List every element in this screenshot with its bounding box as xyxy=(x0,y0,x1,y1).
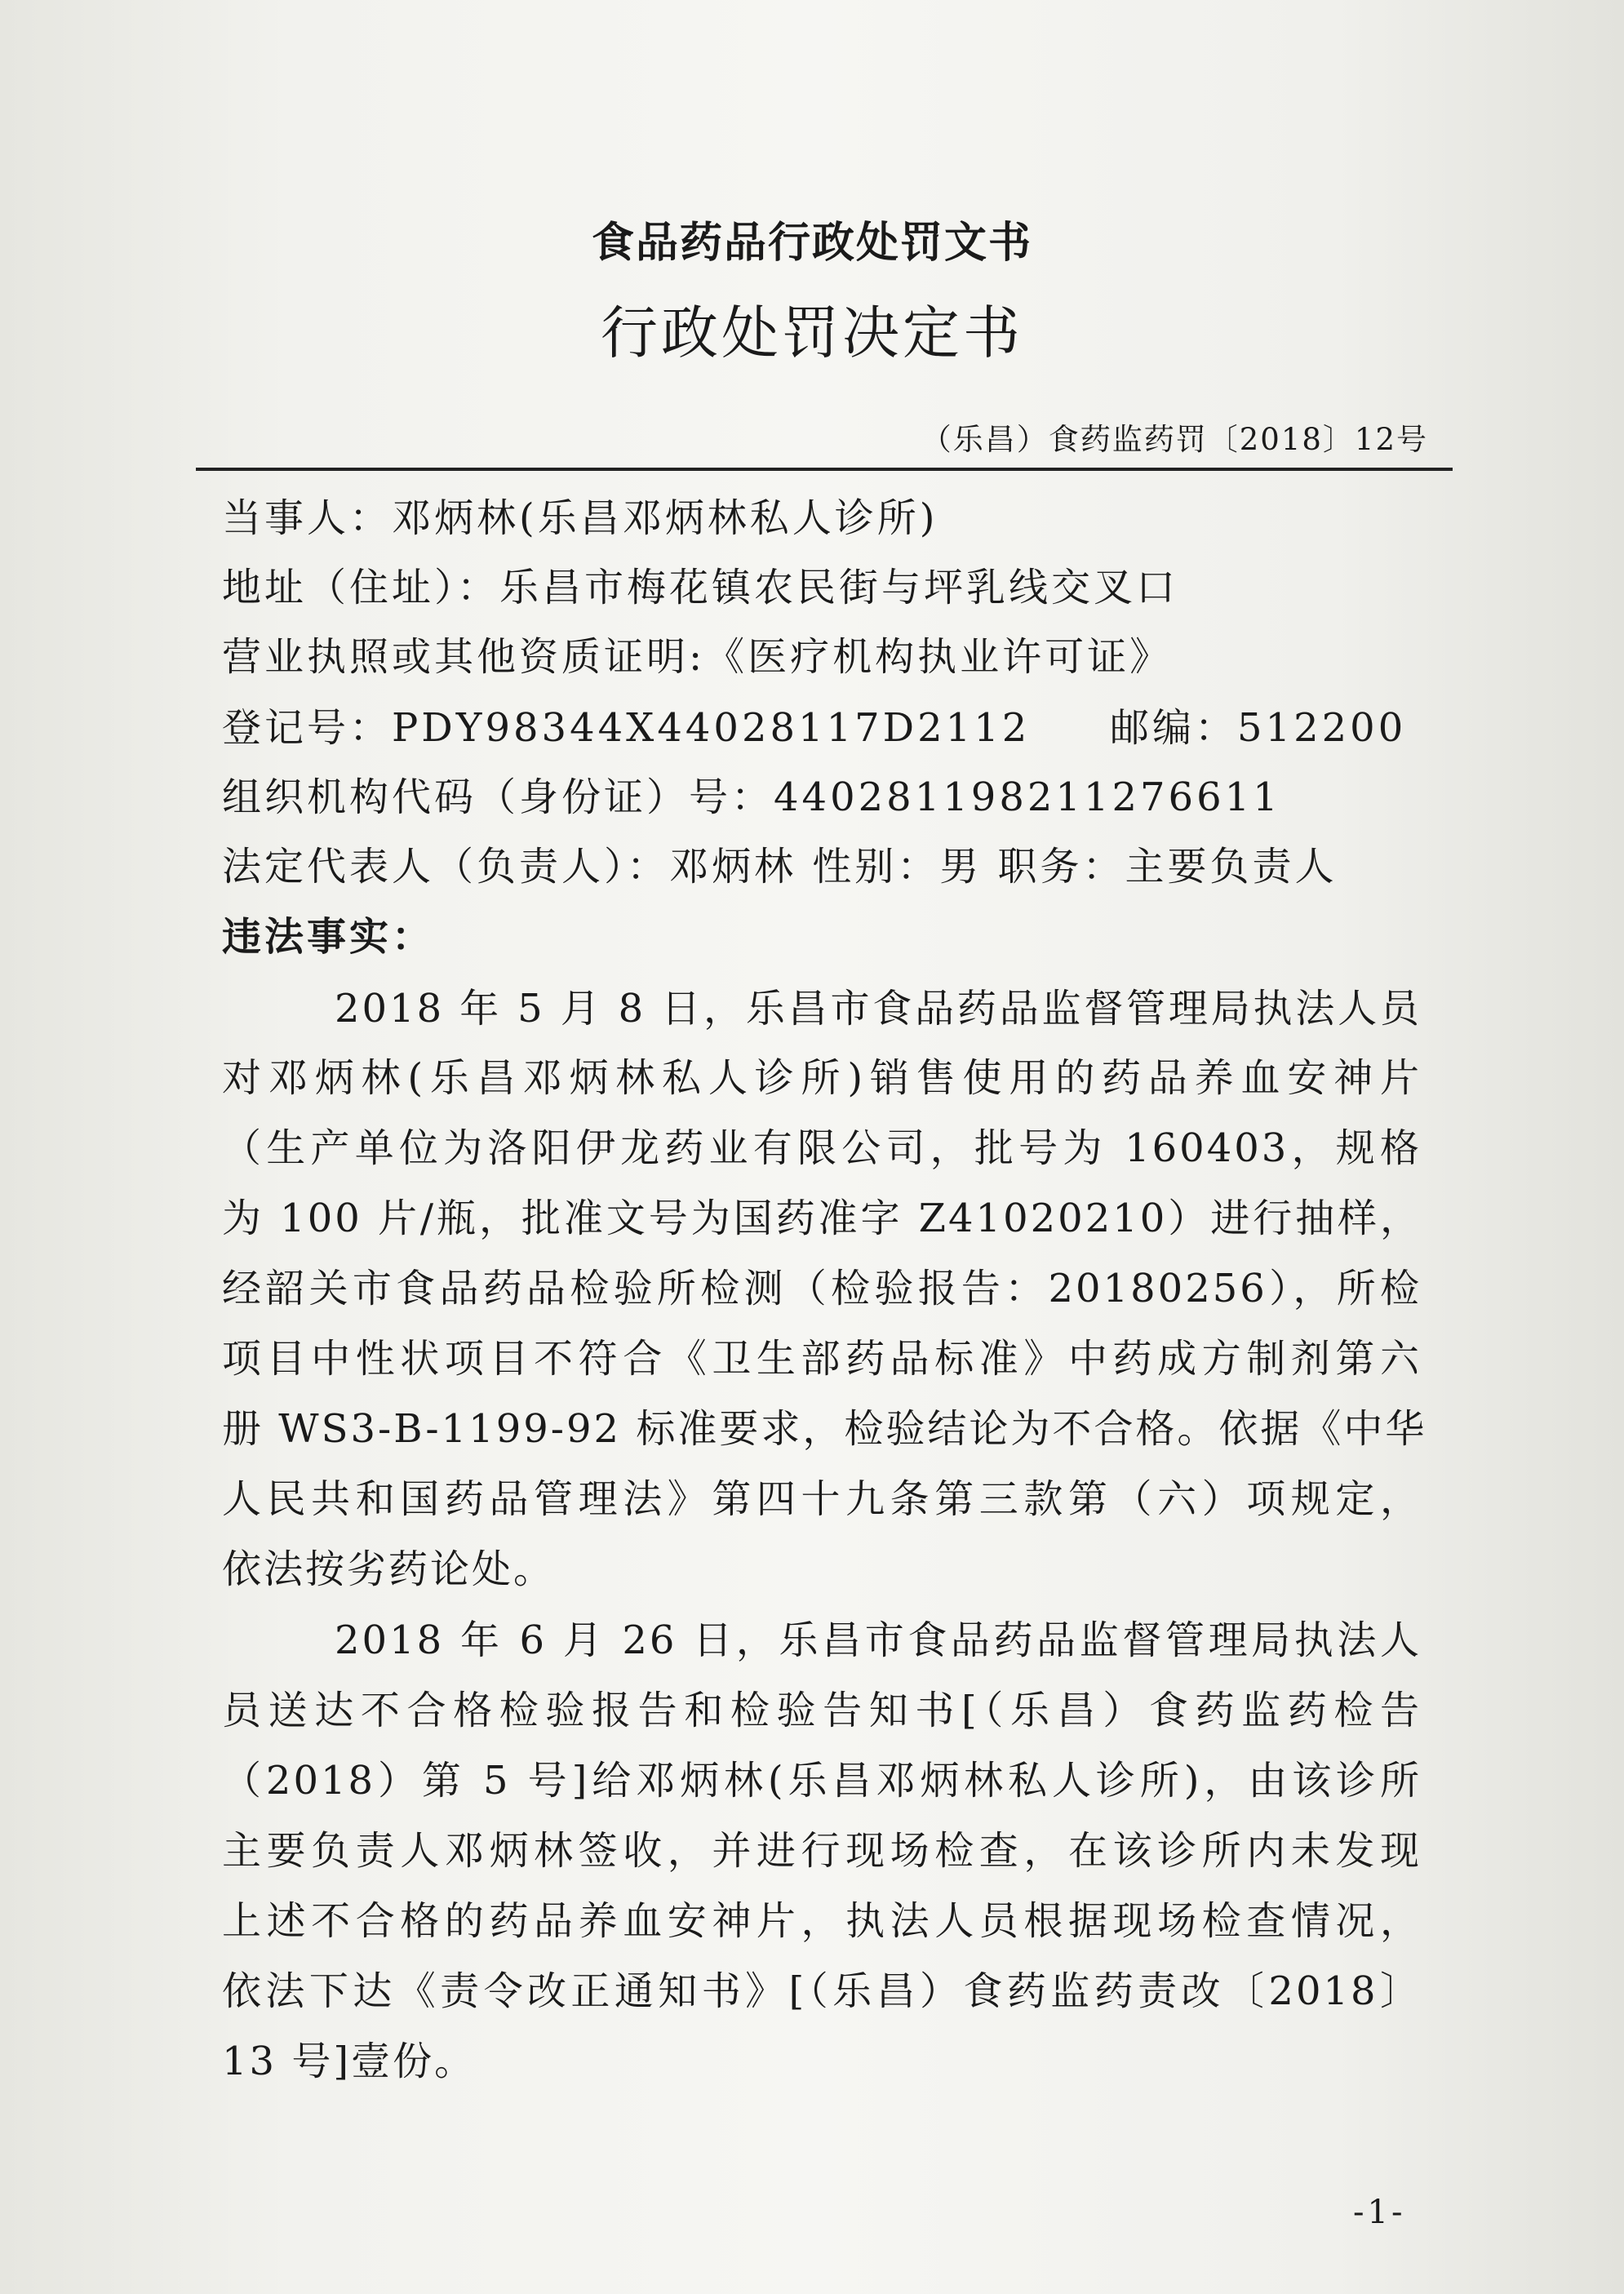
paragraph1-line: 册 WS3-B-1199-92 标准要求，检验结论为不合格。依据《中华 xyxy=(222,1406,1427,1452)
paragraph2-line: 上述不合格的药品养血安神片，执法人员根据现场检查情况， xyxy=(222,1898,1422,1944)
paragraph2-line: 2018 年 6 月 26 日，乐昌市食品药品监督管理局执法人 xyxy=(335,1617,1422,1663)
paragraph1-line: （生产单位为洛阳伊龙药业有限公司，批号为 160403，规格 xyxy=(222,1125,1422,1171)
party-address: 地址（住址）：乐昌市梅花镇农民街与坪乳线交叉口 xyxy=(222,565,1179,610)
page-number: -1- xyxy=(1353,2194,1406,2231)
paragraph1-line: 为 100 片/瓶，批准文号为国药准字 Z41020210）进行抽样， xyxy=(222,1196,1422,1241)
paragraph1-line: 项目中性状项目不符合《卫生部药品标准》中药成方制剂第六 xyxy=(222,1336,1422,1382)
party-name: 当事人：邓炳林(乐昌邓炳林私人诊所) xyxy=(222,495,938,541)
party-org-code: 组织机构代码（身份证）号：440281198211276611 xyxy=(222,774,1281,820)
header-divider xyxy=(196,468,1453,471)
party-license: 营业执照或其他资质证明:《医疗机构执业许可证》 xyxy=(222,634,1173,680)
document-title: 行政处罚决定书 xyxy=(601,300,1023,366)
paragraph1-line: 2018 年 5 月 8 日，乐昌市食品药品监督管理局执法人员 xyxy=(335,986,1422,1032)
paragraph2-line: （2018）第 5 号]给邓炳林(乐昌邓炳林私人诊所)，由该诊所 xyxy=(222,1758,1422,1804)
paragraph1-line: 人民共和国药品管理法》第四十九条第三款第（六）项规定， xyxy=(222,1476,1422,1522)
paragraph1-line: 依法按劣药论处。 xyxy=(222,1546,556,1592)
paragraph2-line: 依法下达《责令改正通知书》[（乐昌）食药监药责改〔2018〕 xyxy=(222,1968,1422,2014)
paragraph2-line: 13 号]壹份。 xyxy=(222,2039,477,2084)
paragraph1-line: 对邓炳林(乐昌邓炳林私人诊所)销售使用的药品养血安神片 xyxy=(222,1055,1422,1101)
document-number: （乐昌）食药监药罚〔2018〕12号 xyxy=(921,422,1428,457)
paragraph2-line: 主要负责人邓炳林签收，并进行现场检查，在该诊所内未发现 xyxy=(222,1828,1422,1874)
paragraph1-line: 经韶关市食品药品检验所检测（检验报告：20180256），所检 xyxy=(222,1266,1422,1311)
paragraph2-line: 员送达不合格检验报告和检验告知书[（乐昌）食药监药检告 xyxy=(222,1688,1422,1733)
violation-heading: 违法事实： xyxy=(222,914,435,960)
party-postal-code: 邮编：512200 xyxy=(1110,705,1407,751)
document-category-title: 食品药品行政处罚文书 xyxy=(591,219,1032,268)
party-registration-number: 登记号：PDY98344X44028117D2112 xyxy=(222,705,1031,751)
party-representative: 法定代表人（负责人）：邓炳林 性别：男 职务：主要负责人 xyxy=(222,844,1338,890)
